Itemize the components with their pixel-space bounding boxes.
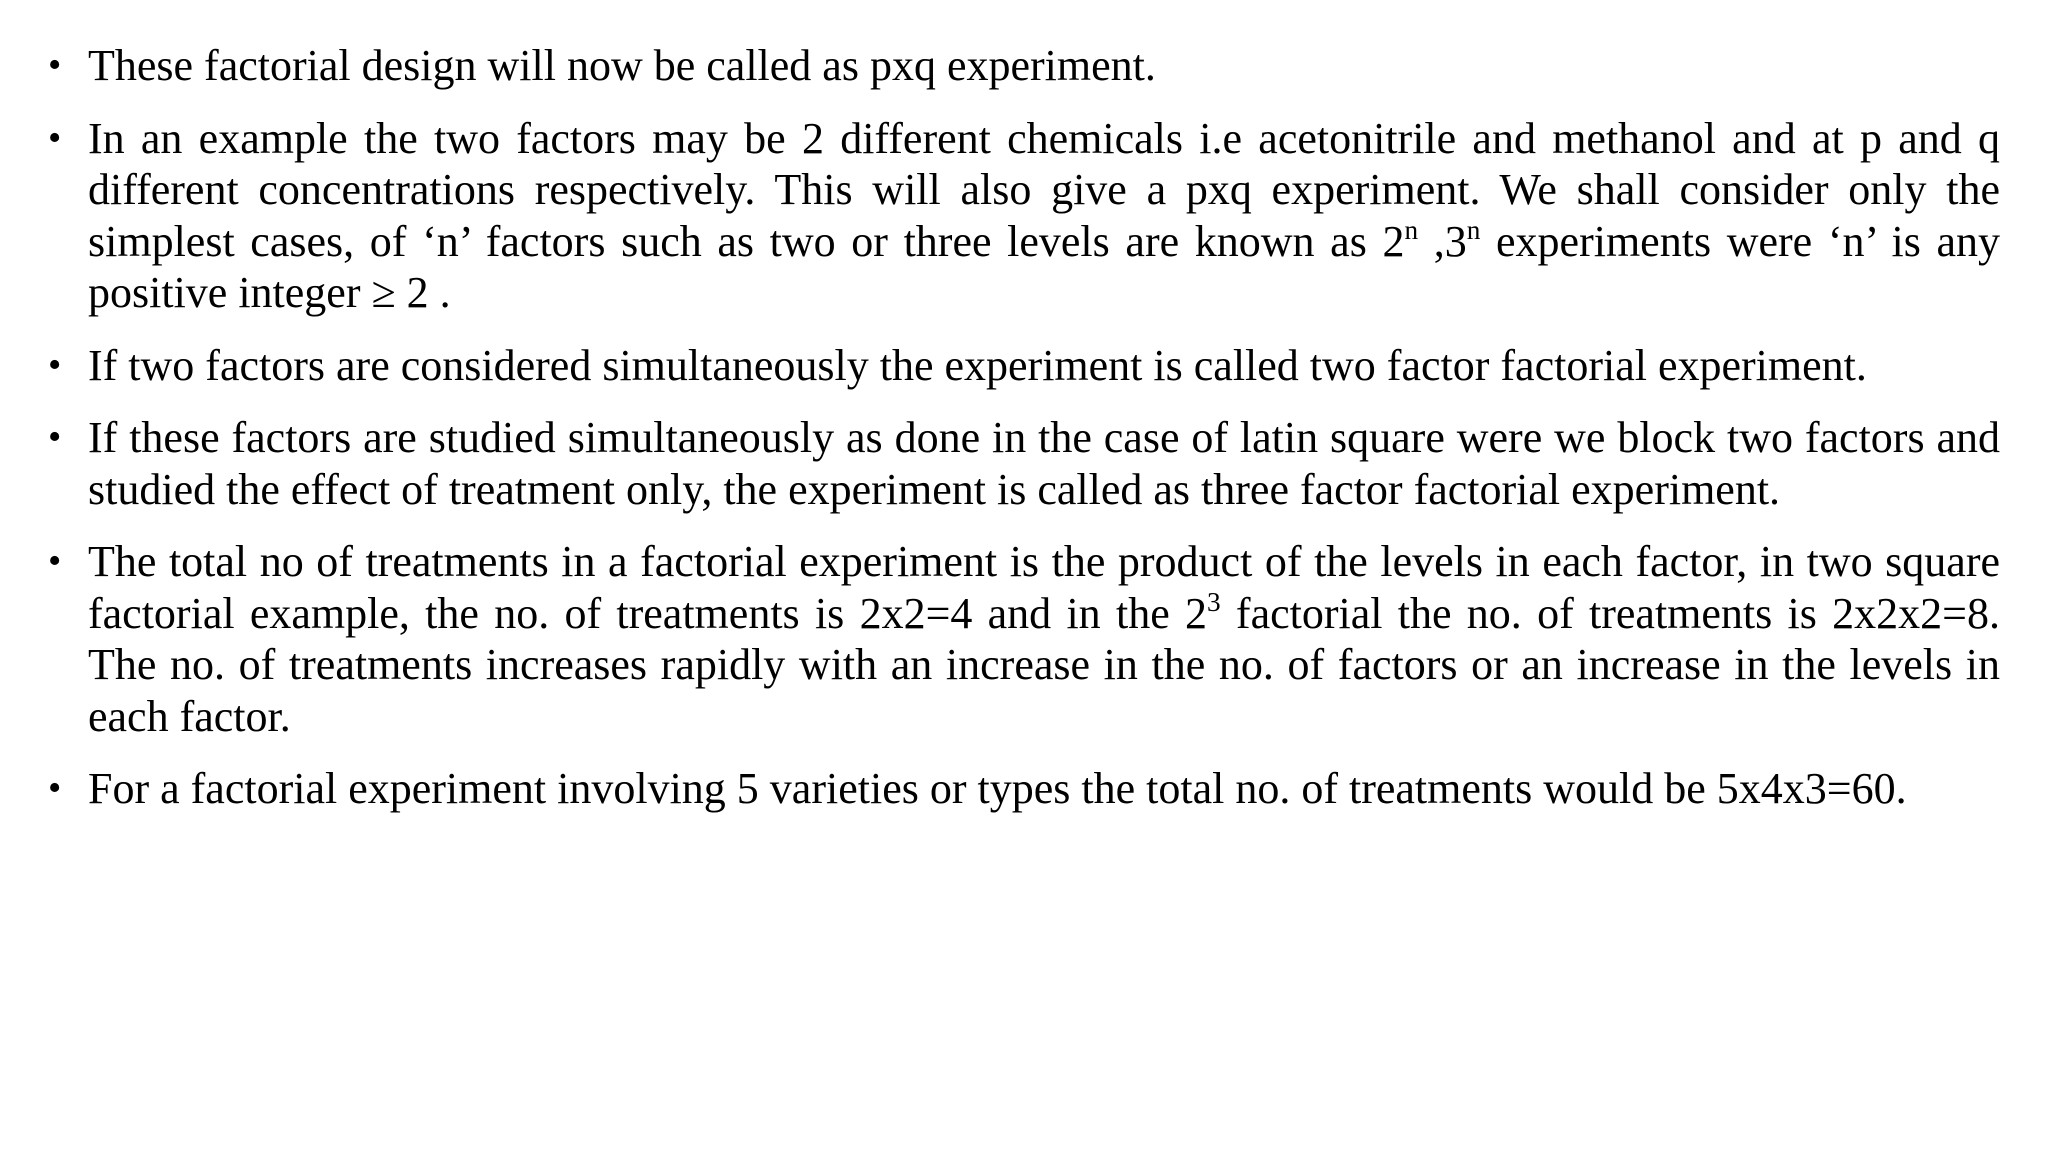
superscript: n [1466, 214, 1481, 245]
bullet-text [88, 114, 2000, 318]
superscript: n [1404, 214, 1419, 245]
text-segment: The total no of treatments in a factorial experiment is the product of the levels in each factor, in two square factorial example, the no. of treatments is 2x2=4 and in the 2 [88, 537, 2000, 638]
superscript: 3 [1207, 586, 1221, 617]
bullet-point-icon: • [48, 116, 62, 159]
bullet-text: If these factors are studied simultaneously as done in the case of latin square were we block two factors and studied the effect of treatment only, the experiment is called as three factor factorial experiment. [88, 413, 2000, 514]
bullet-item [48, 113, 2000, 319]
bullet-point-icon: • [48, 416, 62, 458]
bullet-text: For a factorial experiment involving 5 varieties or types the total no. of treatments would be 5x4x3=60. [88, 764, 1907, 813]
bullet-list [48, 40, 2000, 836]
text-segment: In an example the two factors may be 2 different chemicals i.e acetonitrile and methanol and at p and q different concentrations respectively. This will also give a pxq experiment. We shall consider only the simplest cases, of ‘n’ factors such as two or three levels are known as 2 [88, 113, 2000, 266]
bullet-point-icon: • [48, 767, 62, 809]
bullet-item [48, 340, 2000, 392]
bullet-item [48, 763, 2000, 815]
text-segment: ,3 [1418, 216, 1467, 266]
bullet-text [88, 537, 2000, 741]
bullet-point-icon: • [48, 44, 62, 86]
bullet-text: If two factors are considered simultaneously the experiment is called two factor factorial experiment. [88, 340, 1867, 390]
bullet-text: These factorial design will now be called as pxq experiment. [88, 41, 1156, 90]
bullet-item [48, 536, 2000, 742]
text-segment: factorial the no. of treatments is 2x2x2=8. The no. of treatments increases rapidly with an increase in the no. of factors or an increase in the levels in each factor. [88, 588, 2000, 741]
bullet-point-icon: • [48, 540, 62, 582]
bullet-item [48, 40, 2000, 92]
bullet-point-icon: • [48, 343, 62, 386]
bullet-item [48, 412, 2000, 515]
text-segment: experiments were ‘n’ is any positive integer ≥ 2 . [88, 216, 2001, 317]
